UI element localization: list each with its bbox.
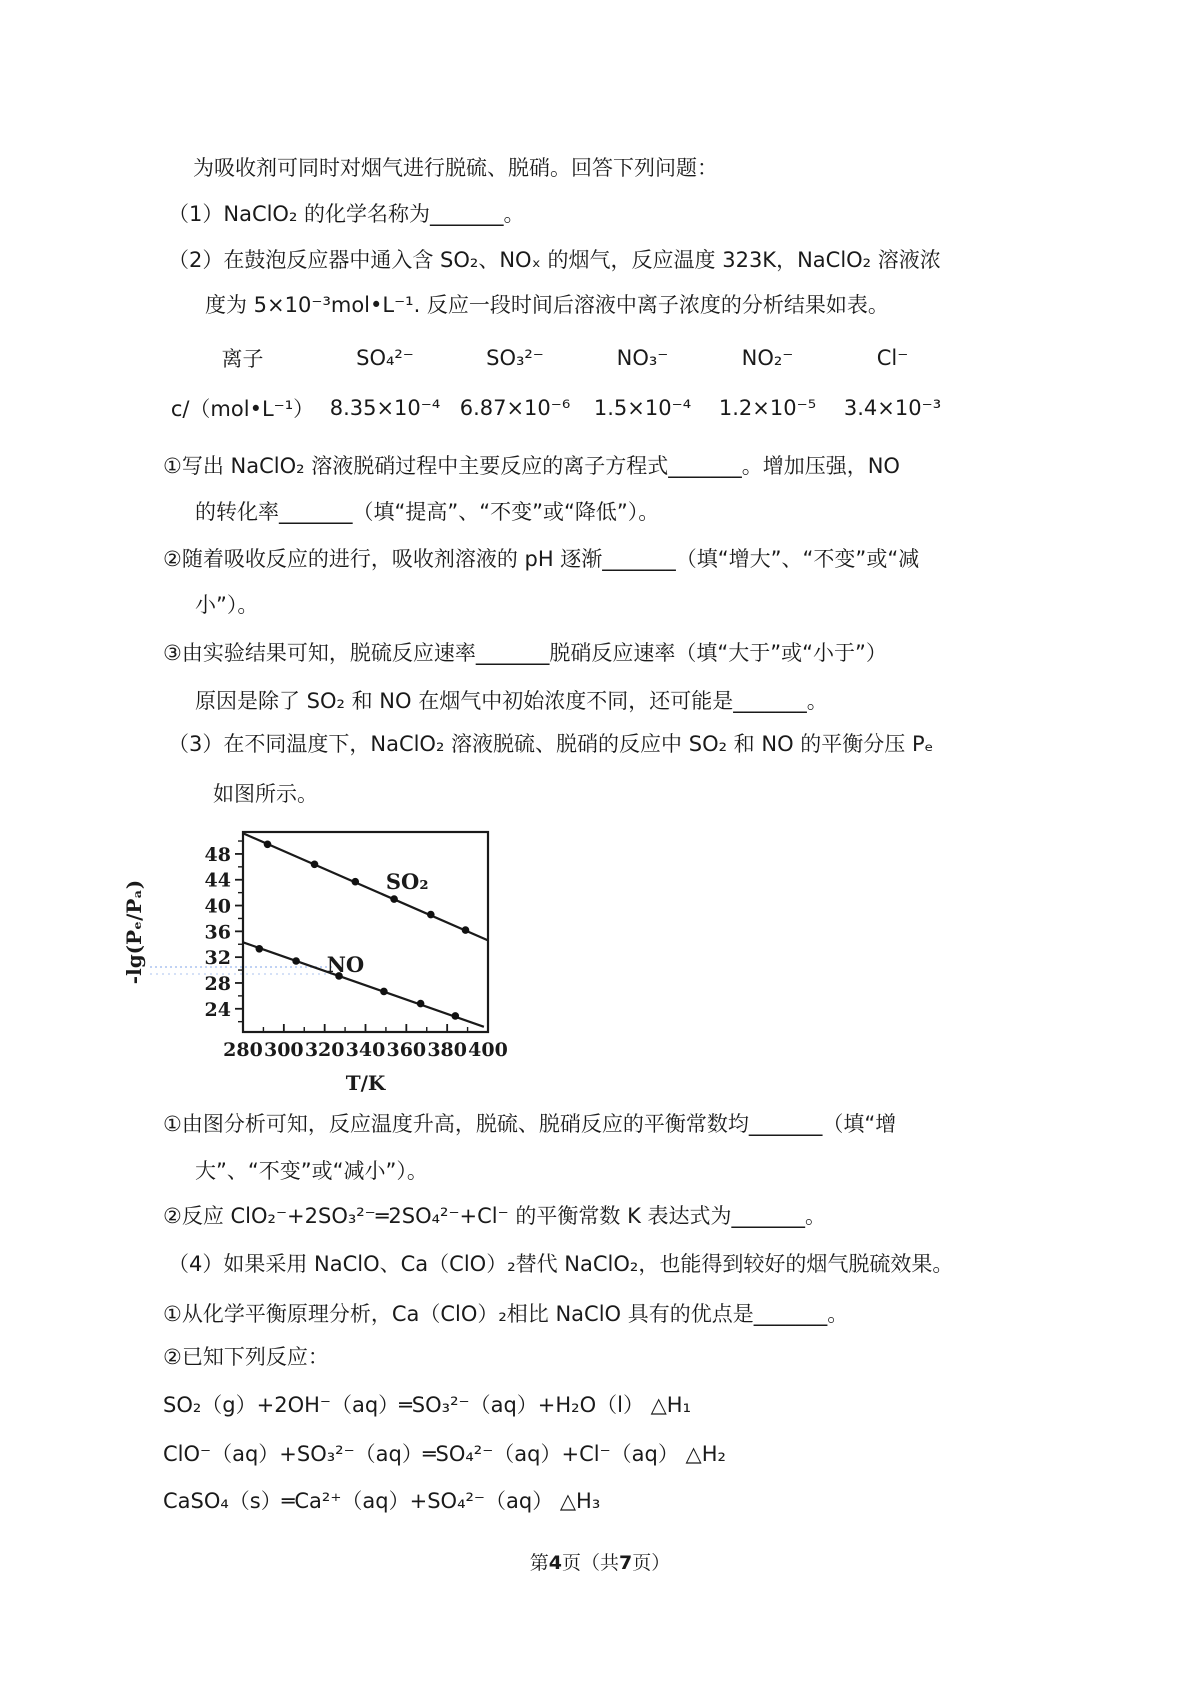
doc-line-equation-3: CaSO₄（s）═Ca²⁺（aq）+SO₄²⁻（aq） △H₃ [163, 1489, 601, 1513]
table-header-so3: SO₃²⁻ [486, 346, 544, 370]
footer-suffix: 页） [632, 1552, 671, 1574]
table-header-no3: NO₃⁻ [616, 346, 669, 370]
footer-prefix: 第 [529, 1552, 549, 1574]
svg-text:40: 40 [204, 895, 231, 918]
svg-text:300: 300 [263, 1039, 304, 1061]
doc-line-q4-sub1: ①从化学平衡原理分析，Ca（ClO）₂相比 NaClO 具有的优点是_______。 [163, 1302, 849, 1326]
doc-line-q2-sub2b: 小”）。 [195, 593, 259, 617]
svg-text:24: 24 [204, 998, 231, 1021]
svg-text:NO: NO [326, 952, 365, 977]
doc-line-q2-sub3a: ③由实验结果可知，脱硫反应速率_______脱硝反应速率（填“大于”或“小于”） [163, 641, 887, 665]
doc-line-q4-sub2: ②已知下列反应： [163, 1345, 329, 1369]
svg-text:36: 36 [204, 921, 231, 944]
svg-text:-lg(Pₑ/Pₐ): -lg(Pₑ/Pₐ) [122, 879, 146, 985]
svg-text:340: 340 [345, 1039, 386, 1061]
table-cell-so4-value: 8.35×10⁻⁴ [329, 396, 441, 420]
doc-line-intro: 为吸收剂可同时对烟气进行脱硫、脱硝。回答下列问题： [193, 156, 718, 180]
svg-text:280: 280 [223, 1039, 263, 1061]
footer-mid: 页（共 [561, 1552, 619, 1574]
table-cell-so3-value: 6.87×10⁻⁶ [459, 396, 571, 420]
table-cell-no2-value: 1.2×10⁻⁵ [718, 396, 817, 420]
svg-text:48: 48 [204, 843, 231, 866]
svg-text:320: 320 [304, 1039, 345, 1061]
svg-text:T/K: T/K [345, 1071, 386, 1095]
footer-total-pages: 7 [619, 1552, 633, 1574]
doc-line-q3b: 如图所示。 [213, 782, 318, 806]
svg-text:32: 32 [204, 947, 231, 970]
doc-line-q2a: （2）在鼓泡反应器中通入含 SO₂、NOₓ 的烟气，反应温度 323K，NaClO₂ 溶液浓 [168, 248, 941, 272]
doc-line-q2-sub1b: 的转化率_______（填“提高”、“不变”或“降低”）。 [195, 500, 660, 524]
ion-concentration-table [165, 333, 955, 433]
svg-text:380: 380 [427, 1039, 468, 1061]
svg-text:360: 360 [386, 1039, 427, 1061]
svg-text:28: 28 [204, 972, 231, 995]
doc-line-q3-sub1a: ①由图分析可知，反应温度升高，脱硫、脱硝反应的平衡常数均_______（填“增 [163, 1112, 897, 1136]
table-header-no2: NO₂⁻ [741, 346, 794, 370]
table-cell-cl-value: 3.4×10⁻³ [843, 396, 942, 420]
doc-line-q2b: 度为 5×10⁻³mol•L⁻¹. 反应一段时间后溶液中离子浓度的分析结果如表。 [205, 293, 889, 317]
footer-page-number: 4 [548, 1552, 562, 1574]
table-header-so4: SO₄²⁻ [356, 346, 414, 370]
table-header-cl: Cl⁻ [876, 346, 909, 370]
table-cell-unit: c/（mol•L⁻¹） [170, 397, 315, 421]
table-header-ion: 离子 [221, 347, 264, 371]
doc-line-q3-sub1b: 大”、“不变”或“减小”）。 [195, 1159, 428, 1183]
doc-line-q3-sub2: ②反应 ClO₂⁻+2SO₃²⁻═2SO₄²⁻+Cl⁻ 的平衡常数 K 表达式为_______。 [163, 1204, 827, 1228]
doc-line-q2-sub1a: ①写出 NaClO₂ 溶液脱硝过程中主要反应的离子方程式_______。增加压强，NO [163, 454, 900, 478]
page-footer [0, 1548, 1200, 1575]
doc-line-q4: （4）如果采用 NaClO、Ca（ClO）₂替代 NaClO₂，也能得到较好的烟气脱硫效果。 [168, 1252, 954, 1276]
svg-text:SO₂: SO₂ [385, 868, 429, 894]
equilibrium-partial-pressure-chart [115, 822, 515, 1102]
doc-line-q2-sub2a: ②随着吸收反应的进行，吸收剂溶液的 pH 逐渐_______（填“增大”、“不变”或“减 [163, 547, 920, 571]
doc-line-equation-1: SO₂（g）+2OH⁻（aq）═SO₃²⁻（aq）+H₂O（l） △H₁ [163, 1393, 691, 1417]
doc-line-q3a: （3）在不同温度下，NaClO₂ 溶液脱硫、脱硝的反应中 SO₂ 和 NO 的平衡分压 Pₑ [168, 732, 934, 756]
table-cell-no3-value: 1.5×10⁻⁴ [593, 396, 692, 420]
svg-text:400: 400 [468, 1039, 508, 1061]
chart-canvas [115, 822, 515, 1102]
svg-text:44: 44 [204, 869, 231, 892]
doc-line-q1: （1）NaClO₂ 的化学名称为_______。 [168, 202, 525, 226]
doc-line-q2-sub3b: 原因是除了 SO₂ 和 NO 在烟气中初始浓度不同，还可能是_______。 [195, 689, 828, 713]
doc-line-equation-2: ClO⁻（aq）+SO₃²⁻（aq）═SO₄²⁻（aq）+Cl⁻（aq） △H₂ [163, 1442, 726, 1466]
